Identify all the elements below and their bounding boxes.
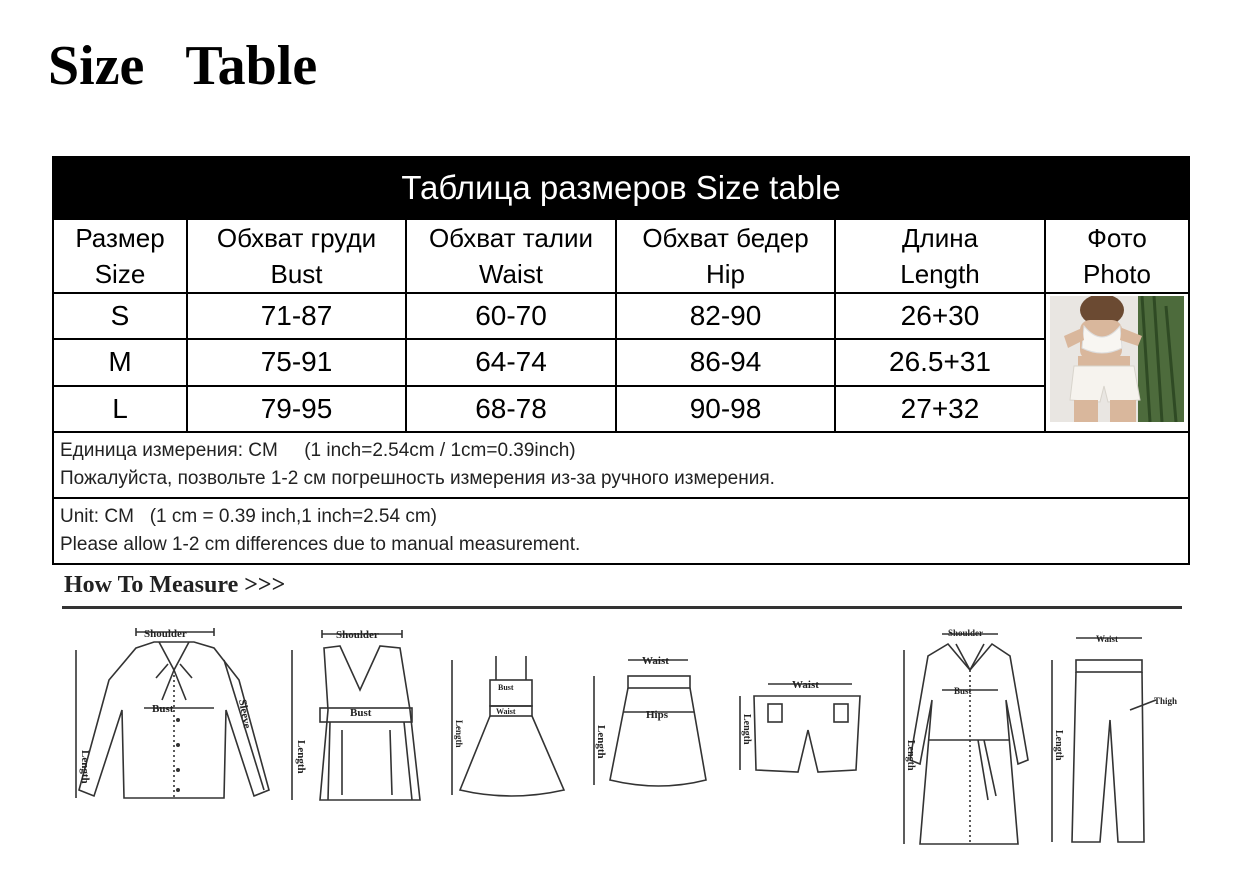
label-shoulder: Shoulder xyxy=(948,628,984,638)
label-waist: Waist xyxy=(642,655,669,667)
cell-bust: 79-95 xyxy=(187,386,406,432)
dress-diagram xyxy=(438,620,578,825)
cell-length: 27+32 xyxy=(835,386,1045,432)
label-length: Length xyxy=(454,720,464,748)
cell-hip: 90-98 xyxy=(616,386,835,432)
how-to-measure-title: How To Measure >>> xyxy=(64,572,286,598)
coat-diagram xyxy=(892,620,1042,855)
label-bust: Bust xyxy=(498,683,514,692)
cell-length: 26.5+31 xyxy=(835,339,1045,385)
size-table xyxy=(52,156,1190,565)
header-size: Размер Size xyxy=(53,219,187,293)
label-thigh: Thigh xyxy=(1154,696,1178,706)
note-en-line1: Unit: CM (1 cm = 0.39 inch,1 inch=2.54 cm) xyxy=(60,506,437,527)
label-length: Length xyxy=(79,750,91,784)
cell-waist: 68-78 xyxy=(406,386,616,432)
header-waist: Обхват талии Waist xyxy=(406,219,616,293)
note-ru xyxy=(53,432,1189,498)
table-header-row xyxy=(53,219,1189,293)
cell-size: L xyxy=(53,386,187,432)
label-sleeve: Sleeve xyxy=(236,698,253,730)
label-waist: Waist xyxy=(792,679,819,691)
label-shoulder: Shoulder xyxy=(336,629,379,641)
cell-waist: 60-70 xyxy=(406,293,616,339)
trousers-diagram xyxy=(1044,620,1194,855)
label-length: Length xyxy=(1053,730,1064,761)
label-shoulder: Shoulder xyxy=(144,628,187,640)
cell-bust: 71-87 xyxy=(187,293,406,339)
note-ru-line2: Пожалуйста, позвольте 1-2 см погрешность измерения из-за ручного измерения. xyxy=(60,468,775,489)
note-en-line2: Please allow 1-2 cm differences due to manual measurement. xyxy=(60,534,581,555)
header-bust: Обхват груди Bust xyxy=(187,219,406,293)
cell-bust: 75-91 xyxy=(187,339,406,385)
cell-length: 26+30 xyxy=(835,293,1045,339)
cell-hip: 86-94 xyxy=(616,339,835,385)
cell-size: M xyxy=(53,339,187,385)
label-hips: Hips xyxy=(646,709,669,721)
note-en xyxy=(53,498,1189,564)
header-length: Длина Length xyxy=(835,219,1045,293)
label-length: Length xyxy=(595,725,607,759)
label-bust: Bust xyxy=(954,686,972,696)
label-bust: Bust xyxy=(350,707,372,719)
table-row xyxy=(53,339,1189,385)
header-photo: Фото Photo xyxy=(1045,219,1189,293)
note-en-cell xyxy=(53,498,1189,564)
page-title: Size Table xyxy=(48,35,318,97)
blouse-diagram xyxy=(64,620,284,825)
section-divider xyxy=(62,606,1182,609)
top-diagram xyxy=(280,620,430,825)
label-length: Length xyxy=(741,714,752,745)
label-waist: Waist xyxy=(496,707,516,716)
label-length: Length xyxy=(295,740,307,774)
note-ru-line1: Единица измерения: CM (1 inch=2.54cm / 1cm=0.39inch) xyxy=(60,440,576,461)
note-ru-cell xyxy=(53,432,1189,498)
table-banner: Таблица размеров Size table xyxy=(53,157,1189,219)
label-waist: Waist xyxy=(1096,634,1119,644)
cell-hip: 82-90 xyxy=(616,293,835,339)
table-row xyxy=(53,293,1189,339)
cell-waist: 64-74 xyxy=(406,339,616,385)
label-bust: Bust xyxy=(152,703,174,715)
cell-size: S xyxy=(53,293,187,339)
label-length: Length xyxy=(905,740,916,771)
skirt-diagram xyxy=(580,620,720,825)
product-photo-image xyxy=(1050,296,1184,422)
product-photo xyxy=(1045,293,1189,432)
header-hip: Обхват бедер Hip xyxy=(616,219,835,293)
table-row xyxy=(53,386,1189,432)
shorts-diagram xyxy=(728,620,878,825)
